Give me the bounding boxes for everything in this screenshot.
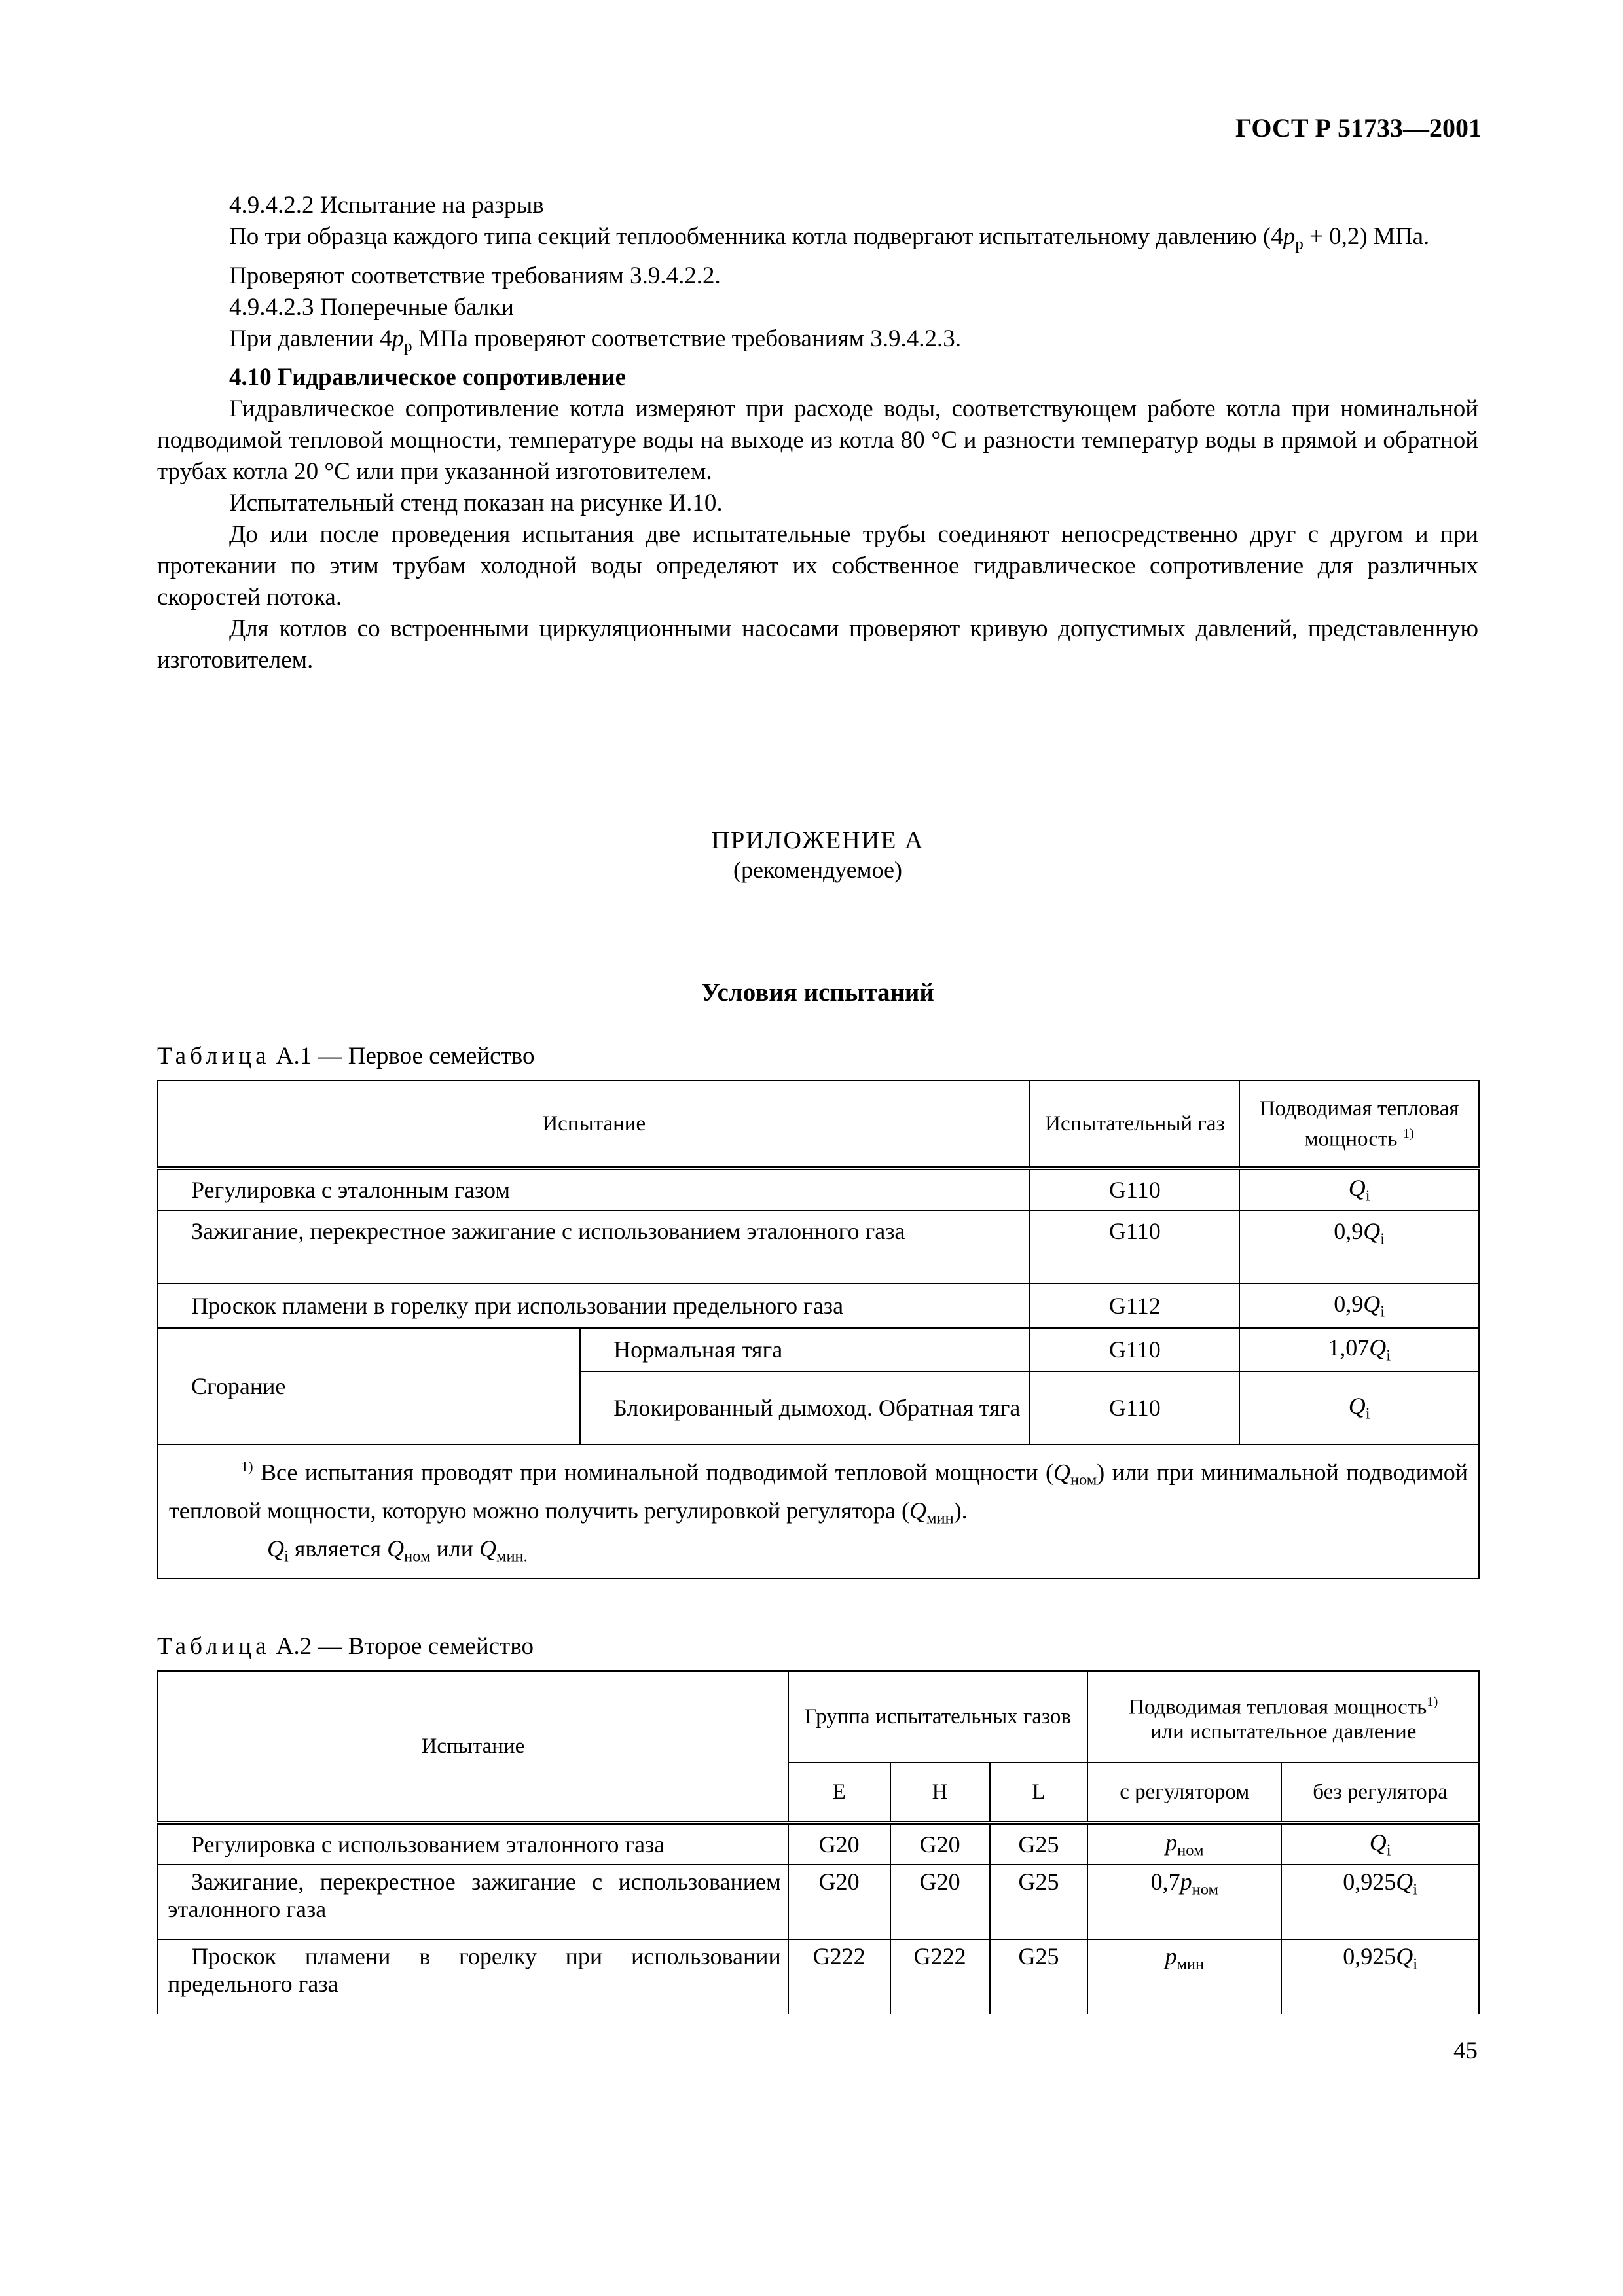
- t2-header-l: L: [990, 1763, 1088, 1823]
- t2-row1-without: $Q_i$: [1281, 1823, 1479, 1865]
- page-number: 45: [1453, 2037, 1478, 2064]
- para-rupture-test: По три образца каждого типа секций теплообменника котла подвергают испытательному давлению $(4p_р + 0,2)$ МПа.: [229, 223, 1430, 253]
- t2-header-power: Подводимая тепловая мощность$^{1)}$ или испытательное давление: [1087, 1671, 1479, 1763]
- table2-caption: Таблица А.2 — Второе семейство: [157, 1633, 534, 1660]
- t1-row5-gas: G110: [1030, 1371, 1239, 1444]
- t2-row2-with: $0,7p_{ном}$: [1087, 1865, 1281, 1939]
- t2-row3-l: G25: [990, 1939, 1088, 2014]
- para-pressure-check: При давлении $4p_р$ МПа проверяют соответствие требованиям 3.9.4.2.3.: [229, 325, 961, 355]
- t2-row2-l: G25: [990, 1865, 1088, 1939]
- t1-row1-gas: G110: [1030, 1168, 1239, 1210]
- t1-footnote: $^{1)}$ Все испытания проводят при номинальной подводимой тепловой мощности $(Q_{ном})$ или при минимальной подводимой тепловой мощности, которую можно получить регулировкой регулятора $(Q_{мин})$. $Q_i$ является $Q_{ном}$ или $Q_{мин.}$: [158, 1444, 1479, 1579]
- t2-row2-h: G20: [890, 1865, 990, 1939]
- t1-row3-test: Проскок пламени в горелку при использовании предельного газа: [158, 1283, 1030, 1328]
- doc-code: ГОСТ Р 51733—2001: [1235, 113, 1482, 143]
- t2-row3-h: G222: [890, 1939, 990, 2014]
- para-pumps: Для котлов со встроенными циркуляционными насосами проверяют кривую допустимых давлений, представленную изготовителем.: [157, 615, 1478, 674]
- t1-row3-power: $0,9Q_i$: [1239, 1283, 1479, 1328]
- t1-row1-power: $Q_i$: [1239, 1168, 1479, 1210]
- t2-row2-without: $0,925Q_i$: [1281, 1865, 1479, 1939]
- t1-row5-sub: Блокированный дымоход. Обратная тяга: [580, 1371, 1030, 1444]
- t1-header-power: Подводимая тепловая мощность $^{1)}$: [1239, 1081, 1479, 1168]
- t1-row4-power: $1,07Q_i$: [1239, 1328, 1479, 1371]
- t2-row2-test: Зажигание, перекрестное зажигание с использованием эталонного газа: [158, 1865, 788, 1939]
- t2-header-test: Испытание: [158, 1671, 788, 1823]
- t1-row1-test: Регулировка с эталонным газом: [158, 1168, 1030, 1210]
- table-a1: [157, 1080, 1480, 1579]
- t1-row2-gas: G110: [1030, 1210, 1239, 1283]
- t2-row3-test: Проскок пламени в горелку при использовании предельного газа: [158, 1939, 788, 2014]
- t2-header-group: Группа испытательных газов: [788, 1671, 1088, 1763]
- t2-row1-l: G25: [990, 1823, 1088, 1865]
- para-4-9-4-2-3: 4.9.4.2.3 Поперечные балки: [229, 293, 514, 321]
- t2-row3-without: $0,925Q_i$: [1281, 1939, 1479, 2014]
- t2-row1-test: Регулировка с использованием эталонного газа: [158, 1823, 788, 1865]
- t2-row2-e: G20: [788, 1865, 890, 1939]
- para-check-3-9-4-2-2: Проверяют соответствие требованиям 3.9.4.2.2.: [229, 262, 721, 289]
- t2-header-with-regulator: с регулятором: [1087, 1763, 1281, 1823]
- t1-row4-gas: G110: [1030, 1328, 1239, 1371]
- appendix-heading: Условия испытаний: [701, 978, 934, 1007]
- t2-row3-with: $p_{мин}$: [1087, 1939, 1281, 2014]
- t1-row2-test: Зажигание, перекрестное зажигание с использованием эталонного газа: [158, 1210, 1030, 1283]
- appendix-title: ПРИЛОЖЕНИЕ А: [711, 827, 924, 854]
- para-pipes: До или после проведения испытания две испытательные трубы соединяют непосредственно друг с другом и при протекании по этим трубам холодной воды определяют их собственное гидравлическое сопротивление для различных скоростей потока.: [157, 521, 1478, 611]
- para-4-9-4-2-2: 4.9.4.2.2 Испытание на разрыв: [229, 192, 544, 219]
- t1-header-test: Испытание: [158, 1081, 1030, 1168]
- para-hydraulic: Гидравлическое сопротивление котла измеряют при расходе воды, соответствующем работе котла при номинальной подводимой тепловой мощности, температуре воды на выходе из котла 80 °С и разности температур воды в прямой и обратной трубах котла 20 °С или при указанной изготовителем.: [157, 395, 1478, 486]
- t2-header-h: H: [890, 1763, 990, 1823]
- t1-row2-power: $0,9Q_i$: [1239, 1210, 1479, 1283]
- t1-row3-gas: G112: [1030, 1283, 1239, 1328]
- t2-row1-with: $p_{ном}$: [1087, 1823, 1281, 1865]
- t1-combustion-label: Сгорание: [158, 1328, 580, 1444]
- t2-header-e: E: [788, 1763, 890, 1823]
- t1-row5-power: $Q_i$: [1239, 1371, 1479, 1444]
- t2-row3-e: G222: [788, 1939, 890, 2014]
- t2-row1-h: G20: [890, 1823, 990, 1865]
- table-a2: [157, 1670, 1480, 2014]
- body-text: [157, 190, 1478, 676]
- t1-header-gas: Испытательный газ: [1030, 1081, 1239, 1168]
- t2-header-without-regulator: без регулятора: [1281, 1763, 1479, 1823]
- t1-row4-sub: Нормальная тяга: [580, 1328, 1030, 1371]
- table1-caption: Таблица А.1 — Первое семейство: [157, 1043, 535, 1069]
- para-test-stand: Испытательный стенд показан на рисунке И.10.: [229, 490, 723, 517]
- appendix-subtitle: (рекомендуемое): [733, 857, 902, 883]
- section-4-10-heading: 4.10 Гидравлическое сопротивление: [229, 364, 627, 391]
- t2-row1-e: G20: [788, 1823, 890, 1865]
